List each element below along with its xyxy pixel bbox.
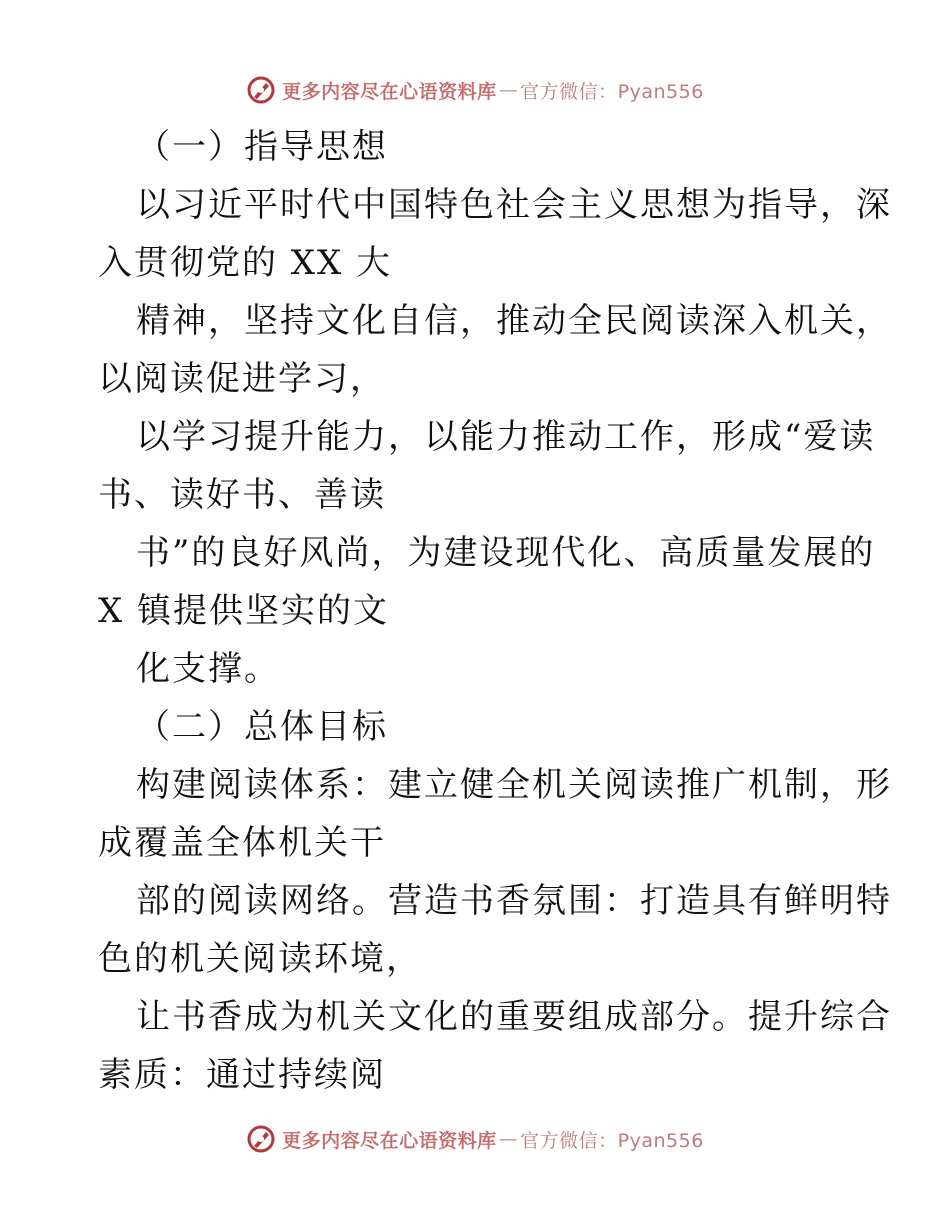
paragraph-line: 化支撑。 [136,649,280,689]
header-watermark-banner [0,70,950,110]
paragraph-line: 成覆盖全体机关干 [98,823,386,863]
paragraph-line: 素质：通过持续阅 [98,1055,386,1095]
paragraph-line: 入贯彻党的 XX 大 [98,243,393,283]
paragraph-line: 以阅读促进学习， [98,359,386,399]
paragraph-line: 书”的良好风尚，为建设现代化、高质量发展的 [136,533,876,573]
paragraph-line: X 镇提供坚实的文 [98,591,390,631]
watermark-brand-text: 更多内容尽在心语资料库 [282,1129,497,1152]
footer-watermark-banner [0,1119,950,1159]
paragraph-line: 精神，坚持文化自信，推动全民阅读深入机关， [136,301,892,341]
pen-logo-icon [246,1124,276,1154]
paragraph-line: 让书香成为机关文化的重要组成部分。提升综合 [136,997,892,1037]
watermark-dash: — [498,1128,519,1150]
watermark-dash: — [498,79,519,101]
pen-logo-icon [246,75,276,105]
paragraph-line: 部的阅读网络。营造书香氛围：打造具有鲜明特 [136,881,892,921]
paragraph-line: 书、读好书、善读 [98,475,386,515]
paragraph-line: 构建阅读体系：建立健全机关阅读推广机制，形 [136,765,892,805]
paragraph-line: 以学习提升能力，以能力推动工作，形成“爱读 [136,417,876,457]
document-body [98,118,892,1104]
paragraph-line: 色的机关阅读环境， [98,939,422,979]
watermark-wechat-text: 官方微信：Pyan556 [520,80,704,103]
section-heading-guiding-ideology: （一）指导思想 [136,127,388,167]
paragraph-line: 以习近平时代中国特色社会主义思想为指导，深 [136,185,892,225]
watermark-wechat-text: 官方微信：Pyan556 [520,1129,704,1152]
section-heading-overall-goals: （二）总体目标 [136,707,388,747]
watermark-brand-text: 更多内容尽在心语资料库 [282,80,497,103]
